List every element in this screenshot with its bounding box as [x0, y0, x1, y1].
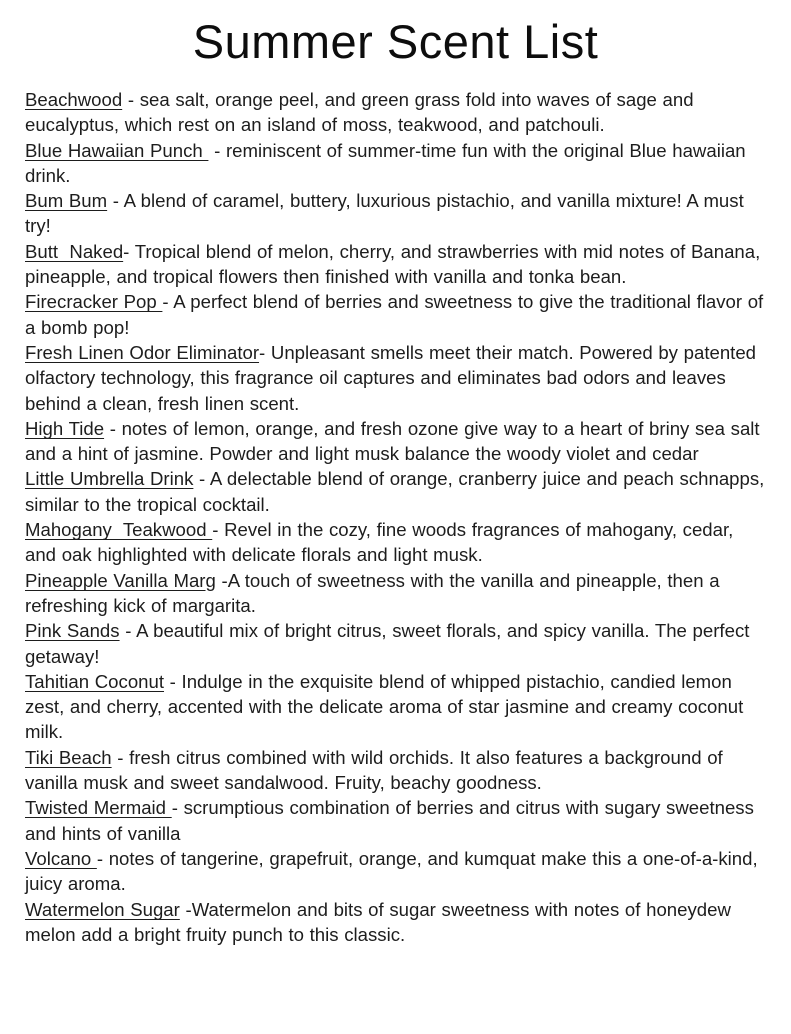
scent-description: reminiscent of summer-time fun with the original Blue hawaiian drink.: [25, 139, 752, 186]
scent-entry: [25, 669, 766, 745]
scent-description: scrumptious combination of berries and citrus with sugary sweetness and hints of vanilla: [25, 797, 760, 844]
scent-separator: -: [162, 291, 174, 313]
scent-separator: -: [259, 341, 271, 363]
scent-name: High Tide: [25, 417, 105, 439]
scent-separator: -: [107, 190, 124, 212]
scent-name: Volcano: [25, 847, 97, 869]
scent-entry: [25, 568, 766, 619]
scent-name: Pink Sands: [25, 620, 120, 642]
scent-separator: -: [179, 898, 192, 920]
scent-entry: [25, 87, 766, 138]
scent-name: Twisted Mermaid: [25, 797, 172, 819]
scent-name: Blue Hawaiian Punch: [25, 139, 209, 161]
scent-name: Butt Naked: [25, 240, 124, 262]
scent-description: A beautiful mix of bright citrus, sweet florals, and spicy vanilla. The perfect getaway!: [25, 620, 756, 667]
scent-separator: -: [122, 89, 140, 110]
scent-entry: [25, 239, 766, 290]
scent-separator: -: [96, 847, 109, 869]
scent-separator: -: [215, 569, 228, 591]
scent-separator: -: [164, 670, 182, 692]
scent-entry: [25, 846, 766, 897]
scent-entry: [25, 897, 766, 948]
scent-entry: [25, 289, 769, 340]
scent-name: Fresh Linen Odor Eliminator: [25, 341, 260, 363]
scent-entry: [25, 188, 766, 239]
scent-entry: [25, 416, 766, 467]
scent-name: Tahitian Coconut: [25, 670, 165, 692]
scent-description: A perfect blend of berries and sweetness to give the traditional flavor of a bomb pop!: [25, 291, 769, 338]
scent-name: Little Umbrella Drink: [25, 468, 194, 490]
scent-description: notes of tangerine, grapefruit, orange, and kumquat make this a one-of-a-kind, juicy aroma.: [25, 847, 764, 895]
scent-entry: [25, 466, 770, 517]
scent-entry: [25, 517, 766, 568]
scent-name: Watermelon Sugar: [25, 898, 180, 920]
scent-entry: [25, 795, 766, 846]
scent-separator: -: [104, 417, 122, 439]
scent-list: [25, 87, 770, 947]
scent-name: Tiki Beach: [25, 746, 112, 768]
scent-entry: [25, 618, 766, 669]
scent-entry: [25, 138, 766, 189]
scent-description: A delectable blend of orange, cranberry juice and peach schnapps, similar to the tropical cocktail.: [25, 468, 770, 515]
scent-entry: [25, 745, 766, 796]
document-page: [0, 10, 791, 1034]
scent-separator: -: [111, 746, 130, 768]
scent-name-tail: g: [205, 569, 216, 591]
scent-description: A touch of sweetness with the vanilla and pineapple, then a refreshing kick of margarita.: [25, 569, 726, 616]
scent-entry: [25, 340, 766, 416]
scent-description: notes of lemon, orange, and fresh ozone give way to a heart of briny sea salt and a hint of jasmine. Powder and light musk balance the woody violet and cedar: [25, 417, 766, 465]
scent-name: Pineapple Vanilla Mar: [25, 569, 206, 591]
scent-separator: -: [171, 797, 184, 819]
scent-description: A blend of caramel, buttery, luxurious pistachio, and vanilla mixture! A must try!: [25, 190, 750, 237]
scent-separator: -: [119, 620, 137, 642]
scent-separator: -: [212, 519, 225, 541]
scent-description: Unpleasant smells meet their match. Powered by patented olfactory technology, this fragrance oil captures and eliminates bad odors and leaves behind a clean, fresh linen scent.: [25, 341, 762, 414]
scent-description: Revel in the cozy, fine woods fragrances of mahogany, cedar, and oak highlighted with delicate florals and light musk.: [25, 519, 739, 566]
page-title: Summer Scent List: [192, 15, 599, 68]
scent-separator: -: [123, 240, 135, 262]
scent-name: Bum Bum: [25, 190, 108, 212]
scent-description: Tropical blend of melon, cherry, and strawberries with mid notes of Banana, pineapple, and tropical flowers then finished with vanilla and tonka bean.: [25, 240, 766, 288]
scent-name: Beachwood: [25, 89, 123, 110]
scent-name: Firecracker Pop: [25, 291, 163, 313]
scent-description: Indulge in the exquisite blend of whipped pistachio, candied lemon zest, and cherry, accented with the delicate aroma of star jasmine and creamy coconut milk.: [25, 670, 749, 743]
scent-description: fresh citrus combined with wild orchids. It also features a background of vanilla musk and sweet sandalwood. Fruity, beachy goodness.: [25, 746, 729, 794]
scent-separator: -: [193, 468, 210, 490]
scent-separator: -: [208, 139, 226, 161]
scent-name: Mahogany Teakwood: [25, 519, 213, 541]
scent-description: Watermelon and bits of sugar sweetness with notes of honeydew melon add a bright fruity punch to this classic.: [25, 898, 737, 945]
scent-description: sea salt, orange peel, and green grass fold into waves of sage and eucalyptus, which rest on an island of moss, teakwood, and patchouli.: [25, 89, 700, 136]
